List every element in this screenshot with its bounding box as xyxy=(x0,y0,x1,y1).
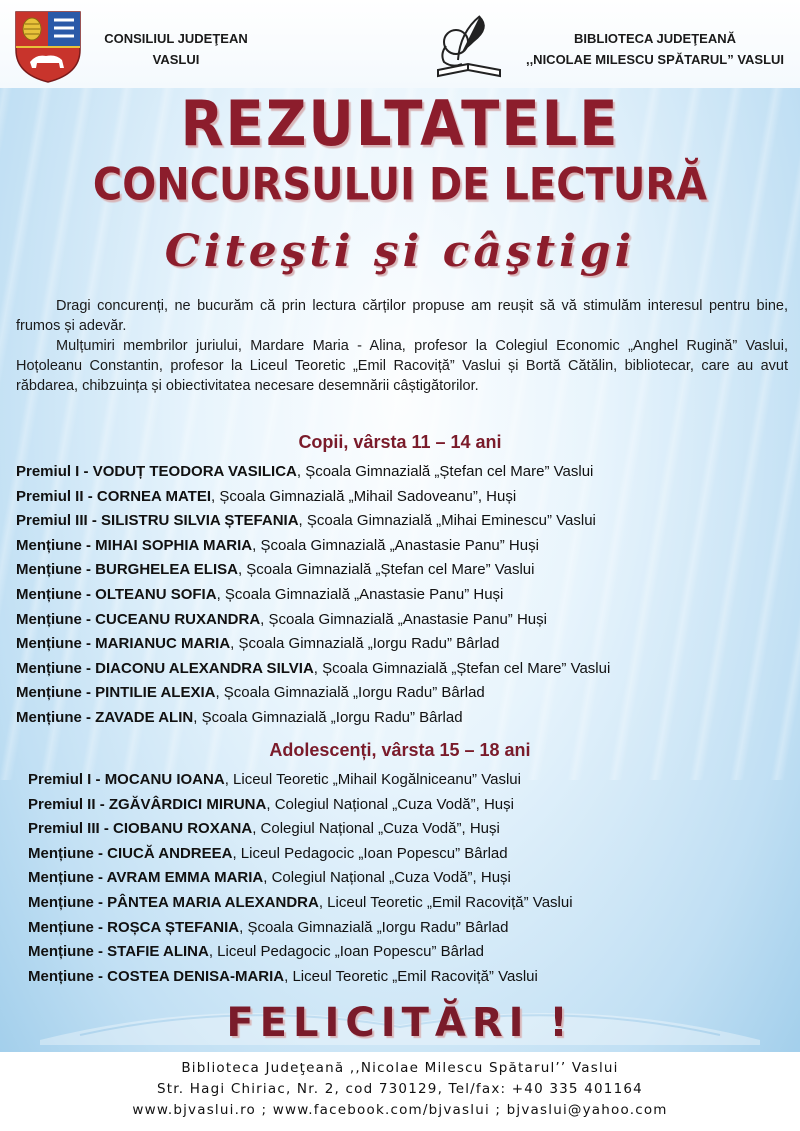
winner-school: , Liceul Teoretic „Mihail Kogălniceanu” Vaslui xyxy=(224,771,521,788)
winner-entry xyxy=(16,583,610,608)
winner-entry xyxy=(28,842,573,867)
winner-name: PINTILIE ALEXIA xyxy=(95,684,216,702)
winner-name: BURGHELEA ELISA xyxy=(95,561,238,579)
winner-name: CIUCĂ ANDREEA xyxy=(107,844,233,862)
award-label: Mențiune - xyxy=(28,869,107,887)
award-label: Mențiune - xyxy=(28,893,108,911)
footer xyxy=(0,1052,800,1131)
council-line-2: VASLUI xyxy=(152,52,200,67)
award-label: Mențiune - xyxy=(28,844,108,862)
winner-entry xyxy=(28,817,573,842)
award-label: Mențiune - xyxy=(16,708,96,726)
library-line-1: BIBLIOTECA JUDEŢEANĂ xyxy=(573,31,737,46)
winner-school: , Școala Gimnazială „Mihail Sadoveanu”, Huși xyxy=(211,487,517,505)
library-quill-book-icon xyxy=(430,12,510,82)
winner-entry xyxy=(28,793,573,818)
winner-name: DIACONU ALEXANDRA SILVIA xyxy=(95,659,314,677)
winner-entry xyxy=(16,485,610,510)
winner-name: MOCANU IOANA xyxy=(104,771,225,788)
award-label: Premiul I - xyxy=(28,771,105,788)
title-results: REZULTATELE xyxy=(180,88,620,161)
winner-school: , Școala Gimnazială „Iorgu Radu” Bârlad xyxy=(230,635,500,653)
award-label: Premiul III - xyxy=(16,512,102,530)
winner-school: , Școala Gimnazială „Ștefan cel Mare” Vaslui xyxy=(237,561,535,579)
winner-name: ROȘCA ȘTEFANIA xyxy=(107,918,240,936)
county-council-name xyxy=(96,28,256,70)
winner-entry xyxy=(28,940,573,965)
winner-entry xyxy=(28,965,573,990)
winner-entry xyxy=(16,509,610,534)
winner-name: CUCEANU RUXANDRA xyxy=(95,610,261,628)
award-label: Mențiune - xyxy=(16,536,96,554)
winner-name: CORNEA MATEI xyxy=(96,487,212,505)
winner-name: STAFIE ALINA xyxy=(107,943,209,961)
winner-school: , Liceul Pedagocic „Ioan Popescu” Bârlad xyxy=(232,844,508,862)
library-name xyxy=(510,28,800,70)
winner-name: ZGĂVÂRDICI MIRUNA xyxy=(108,795,267,813)
intro-text xyxy=(16,296,788,396)
winner-school: , Școala Gimnazială „Iorgu Radu” Bârlad xyxy=(193,708,463,726)
winner-entry xyxy=(16,460,610,485)
award-label: Mențiune - xyxy=(16,659,96,677)
winner-school: , Școala Gimnazială „Ștefan cel Mare” Vaslui xyxy=(313,659,611,677)
winner-school: , Colegiul Național „Cuza Vodă”, Huși xyxy=(266,795,514,813)
winner-name: SILISTRU SILVIA ȘTEFANIA xyxy=(101,512,299,530)
winner-school: , Liceul Teoretic „Emil Racoviță” Vaslui xyxy=(284,967,538,985)
winner-school: , Școala Gimnazială „Anastasie Panu” Huși xyxy=(252,536,539,554)
intro-paragraph-1: Dragi concurenți, ne bucurăm că prin lectura cărților propuse am reușit să vă stimulăm interesul pentru bine, frumos și adevăr. xyxy=(16,298,788,334)
footer-address: Str. Hagi Chiriac, Nr. 2, cod 730129, Tel/fax: +40 335 401164 xyxy=(157,1081,643,1097)
title-contest: CONCURSULUI DE LECTURĂ xyxy=(92,159,708,211)
winner-entry xyxy=(16,558,610,583)
winner-entry xyxy=(28,768,573,793)
winner-name: COSTEA DENISA-MARIA xyxy=(107,967,285,985)
winner-school: , Școala Gimnazială „Mihai Eminescu” Vaslui xyxy=(298,512,596,530)
children-winners-list xyxy=(16,460,610,731)
winner-entry xyxy=(28,866,573,891)
award-label: Premiul I - xyxy=(16,463,93,480)
winner-school: , Liceul Pedagocic „Ioan Popescu” Bârlad xyxy=(208,943,485,961)
winner-entry xyxy=(28,916,573,941)
award-label: Premiul II - xyxy=(16,487,97,505)
congratulations-heading: FELICITĂRI ! xyxy=(226,1000,574,1046)
council-line-1: CONSILIUL JUDEŢEAN xyxy=(104,31,248,46)
winner-entry xyxy=(16,657,610,682)
winner-name: OLTEANU SOFIA xyxy=(95,585,217,603)
winner-school: , Liceul Teoretic „Emil Racoviță” Vaslui xyxy=(318,893,573,911)
section-title-teens: Adolescenți, vârsta 15 – 18 ani xyxy=(269,740,531,760)
award-label: Mențiune - xyxy=(16,561,96,579)
winner-school: , Colegiul Național „Cuza Vodă”, Huși xyxy=(252,820,500,838)
library-line-2: ,,NICOLAE MILESCU SPĂTARUL” VASLUI xyxy=(525,52,785,67)
winner-school: , Școala Gimnazială „Anastasie Panu” Huși xyxy=(260,610,547,628)
award-label: Mențiune - xyxy=(16,684,96,702)
winner-school: , Școala Gimnazială „Iorgu Radu” Bârlad xyxy=(239,918,509,936)
winner-entry xyxy=(16,632,610,657)
section-title-children: Copii, vârsta 11 – 14 ani xyxy=(298,432,502,452)
winner-school: , Școala Gimnazială „Iorgu Radu” Bârlad xyxy=(215,684,485,702)
winner-school: , Școala Gimnazială „Anastasie Panu” Huși xyxy=(216,585,504,603)
award-label: Mențiune - xyxy=(28,918,108,936)
winner-name: MARIANUC MARIA xyxy=(95,635,231,653)
title-slogan: Citeşti şi câştigi xyxy=(164,226,636,277)
footer-links: www.bjvaslui.ro ; www.facebook.com/bjvaslui ; bjvaslui@yahoo.com xyxy=(132,1102,668,1118)
header-bar xyxy=(0,0,800,88)
award-label: Mențiune - xyxy=(16,635,96,653)
vaslui-county-crest-icon xyxy=(12,8,84,84)
winner-name: ZAVADE ALIN xyxy=(95,708,194,726)
teens-winners-list xyxy=(28,768,573,989)
award-label: Mențiune - xyxy=(28,943,108,961)
footer-library-name: Biblioteca Judeţeană ,,Nicolae Milescu Spătarul’’ Vaslui xyxy=(181,1060,619,1076)
winner-name: VODUȚ TEODORA VASILICA xyxy=(92,463,297,480)
winner-entry xyxy=(16,534,610,559)
winner-name: MIHAI SOPHIA MARIA xyxy=(95,536,253,554)
award-label: Premiul III - xyxy=(28,820,114,838)
award-label: Mențiune - xyxy=(16,610,96,628)
winner-entry xyxy=(28,891,573,916)
award-label: Mențiune - xyxy=(28,967,108,985)
winner-entry xyxy=(16,706,610,731)
award-label: Mențiune - xyxy=(16,585,96,603)
winner-entry xyxy=(16,681,610,706)
winner-name: PÂNTEA MARIA ALEXANDRA xyxy=(107,893,319,911)
winner-name: AVRAM EMMA MARIA xyxy=(106,869,264,887)
winner-entry xyxy=(16,608,610,633)
winner-school: , Școala Gimnazială „Ștefan cel Mare” Vaslui xyxy=(296,463,594,480)
award-label: Premiul II - xyxy=(28,795,109,813)
winner-name: CIOBANU ROXANA xyxy=(113,820,253,838)
winner-school: , Colegiul Național „Cuza Vodă”, Huși xyxy=(263,869,511,887)
intro-paragraph-2: Mulțumiri membrilor juriului, Mardare Maria - Alina, profesor la Colegiul Economic „Anghel Rugină” Vaslui, Hoțoleanu Constantin, profesor la Liceul Teoretic „Emil Racoviță” Vaslui și Bortă Cătălin, bibliotecar, care au avut răbdarea, chibzuința și obiectivitatea necesare desemnării câștigătorilor. xyxy=(16,338,788,394)
